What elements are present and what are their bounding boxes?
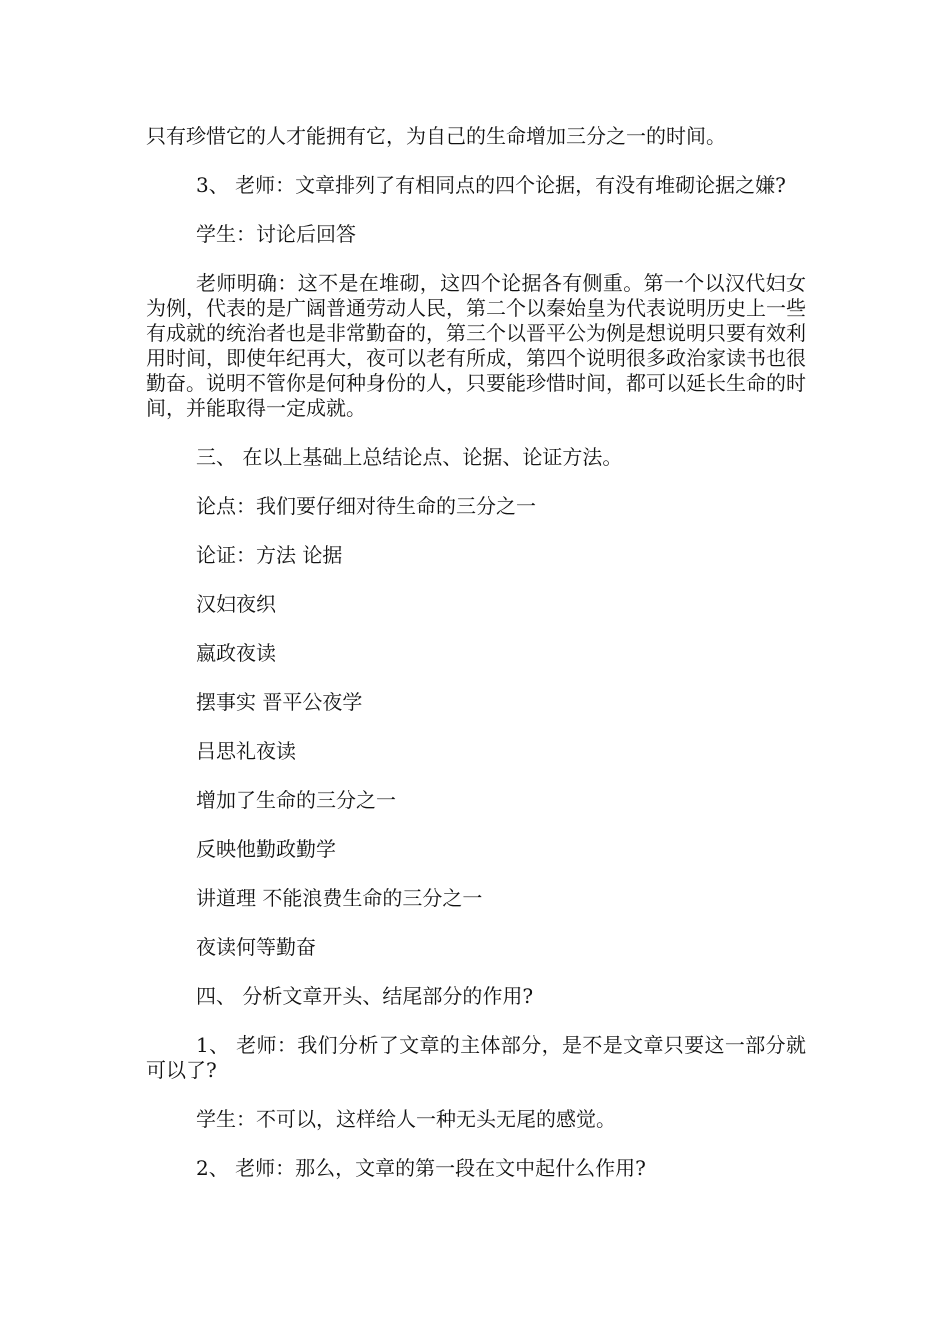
list-item: 夜读何等勤奋 [196, 935, 316, 959]
list-item: 嬴政夜读 [196, 641, 276, 665]
paragraph-argument-method: 论证：方法 论据 [196, 543, 343, 567]
paragraph-teacher-question-2: 2、 老师：那么，文章的第一段在文中起什么作用? [196, 1156, 646, 1180]
document-body [146, 124, 806, 1205]
section-heading-4: 四、 分析文章开头、结尾部分的作用? [196, 984, 534, 1008]
paragraph-continuation: 只有珍惜它的人才能拥有它，为自己的生命增加三分之一的时间。 [146, 124, 726, 148]
list-item: 反映他勤政勤学 [196, 837, 336, 861]
list-item: 摆事实 晋平公夜学 [196, 690, 363, 714]
list-item: 吕思礼夜读 [196, 739, 296, 763]
paragraph-student-answer: 学生：不可以，这样给人一种无头无尾的感觉。 [196, 1107, 616, 1131]
paragraph-teacher-question-1: 1、 老师：我们分析了文章的主体部分，是不是文章只要这一部分就可以了? [146, 1033, 806, 1082]
paragraph-thesis: 论点：我们要仔细对待生命的三分之一 [196, 494, 536, 518]
paragraph-teacher-clarification: 老师明确：这不是在堆砌，这四个论据各有侧重。第一个以汉代妇女为例，代表的是广阔普通劳动人民，第二个以秦始皇为代表说明历史上一些有成就的统治者也是非常勤奋的，第三个以晋平公为例是想说明只要有效利用时间，即使年纪再大，夜可以老有所成，第四个说明很多政治家读书也很勤奋。说明不管你是何种身份的人，只要能珍惜时间，都可以延长生命的时间，并能取得一定成就。 [146, 271, 806, 420]
section-heading-3: 三、 在以上基础上总结论点、论据、论证方法。 [196, 445, 623, 469]
list-item: 汉妇夜织 [196, 592, 276, 616]
list-item: 讲道理 不能浪费生命的三分之一 [196, 886, 483, 910]
list-item: 增加了生命的三分之一 [196, 788, 396, 812]
paragraph-student-answer: 学生：讨论后回答 [196, 222, 356, 246]
paragraph-teacher-question-3: 3、 老师：文章排列了有相同点的四个论据，有没有堆砌论据之嫌? [196, 173, 786, 197]
